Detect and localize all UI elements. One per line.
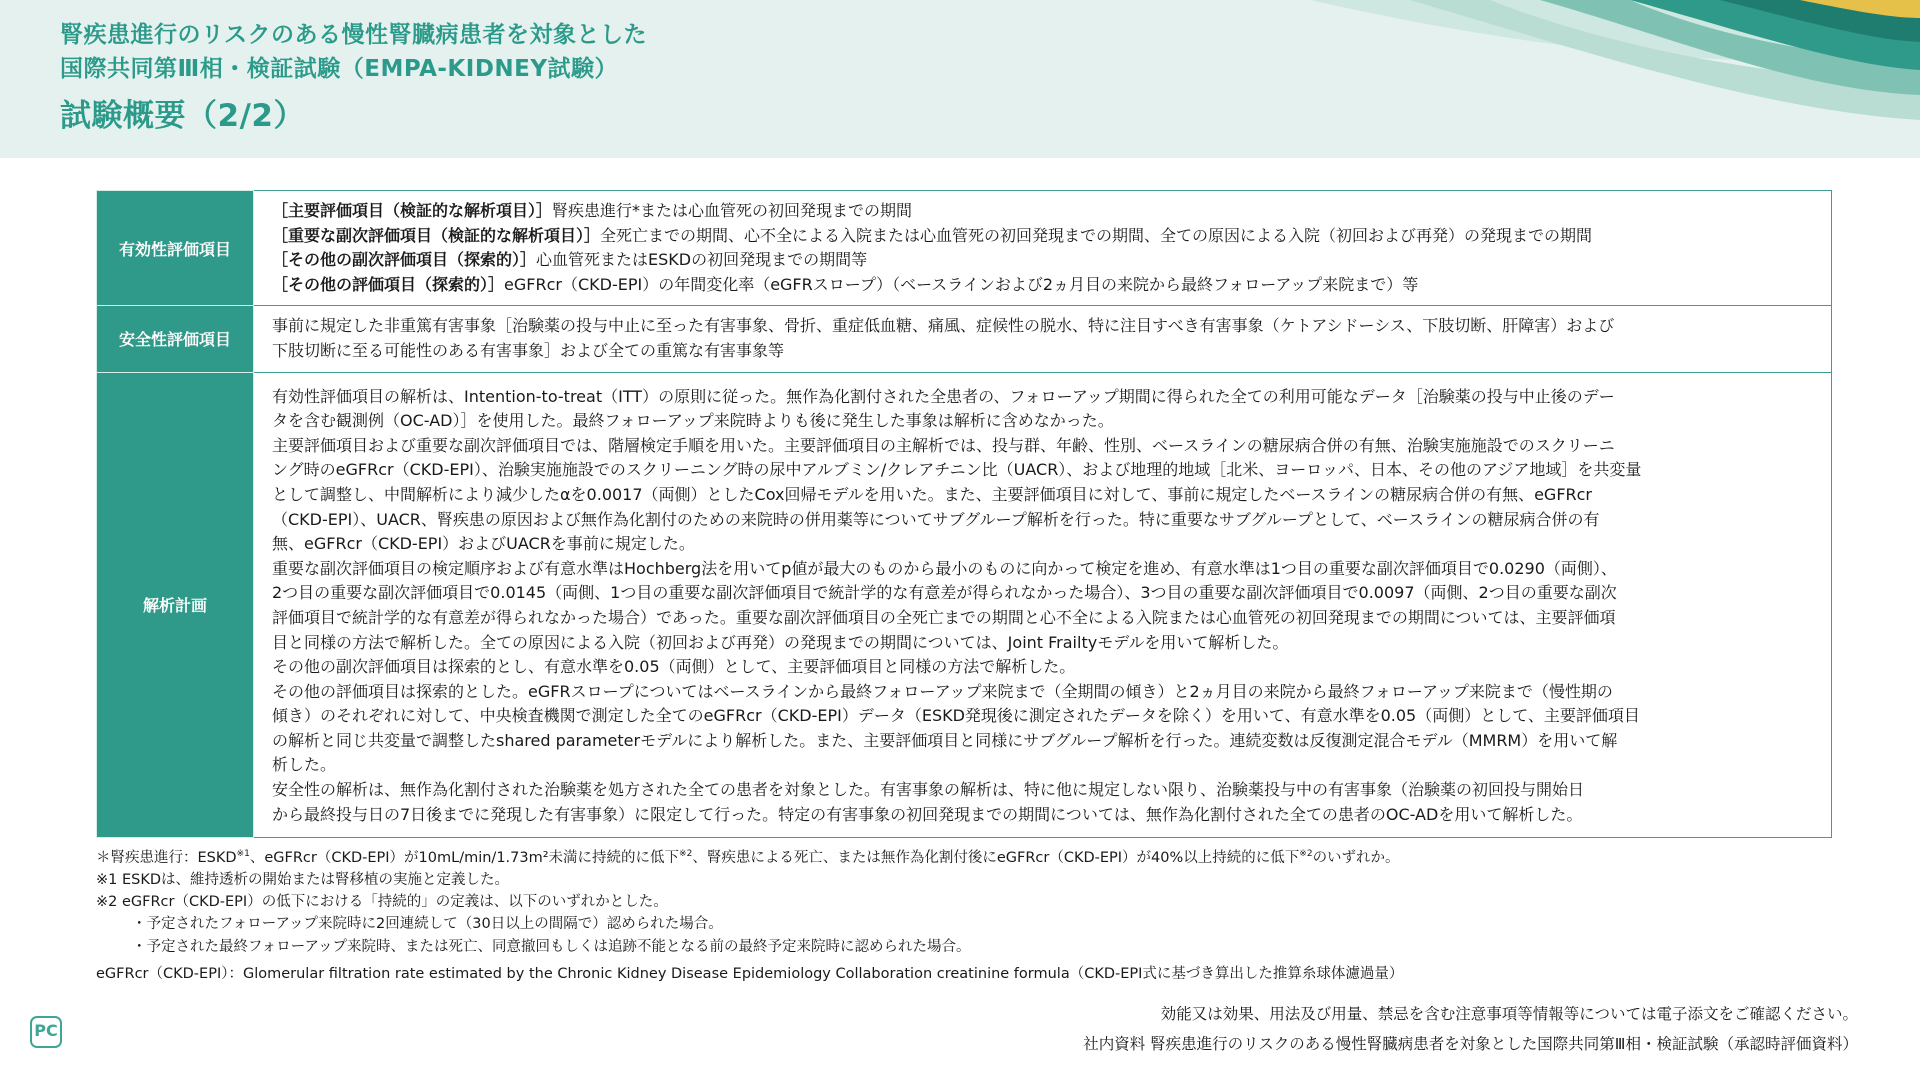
header-banner <box>0 0 1920 158</box>
footnote-2-bullet: ・予定された最終フォローアップ来院時、または死亡、同意撤回もしくは追跡不能となる前の最終予定来院時に認められた場合。 <box>132 938 971 955</box>
footer-notice: 効能又は効果、用法及び用量、禁忌を含む注意事項等情報等については電子添文をご確認ください。 <box>1160 1005 1858 1023</box>
text-line: 主要評価項目および重要な副次評価項目では、階層検定手順を用いた。主要評価項目の主解析では、投与群、年齢、性別、ベースラインの糖尿病合併の有無、治験実施施設でのスクリーニ <box>272 435 1615 455</box>
title-line-1: 腎疾患進行のリスクのある慢性腎臓病患者を対象とした <box>60 22 648 48</box>
footnote-definition: ＊腎疾患進行：ESKD$^{※1}$、eGFRcr（CKD-EPI）が10mL/min/1.73m²未満に持続的に低下$^{※2}$、腎疾患による死亡、または無作為化割付後にeGFRcr（CKD-EPI）が40%以上持続的に低下$^{※2}$のいずれか。 <box>96 849 1400 866</box>
text-line: 析した。 <box>272 755 337 775</box>
table-row-efficacy <box>97 191 1832 306</box>
text-line: 有効性評価項目の解析は、Intention-to-treat（ITT）の原則に従った。無作為化割付された全患者の、フォローアップ期間に得られた全ての利用可能なデータ［治験薬の投与中止後のデー <box>272 386 1615 406</box>
text-line: として調整し、中間解析により減少したαを0.0017（両側）としたCox回帰モデルを用いた。また、主要評価項目に対して、事前に規定したベースラインの糖尿病合併の有無、eGFRcr <box>272 484 1593 504</box>
text-line: 傾き）のそれぞれに対して、中央検査機関で測定した全てのeGFRcr（CKD-EPI）データ（ESKD発現後に測定されたデータを除く）を用いて、有意水準を0.05（両側）として、主要評価項目 <box>272 706 1640 726</box>
list-item: ［その他の評価項目（探索的）］eGFRcr（CKD-EPI）の年間変化率（eGFRスロープ）（ベースラインおよび2ヵ月目の来院から最終フォローアップ来院まで）等 <box>272 274 1419 294</box>
text-line: その他の評価項目は探索的とした。eGFRスロープについてはベースラインから最終フォローアップ来院まで（全期間の傾き）と2ヵ月目の来院から最終フォローアップ来院まで（慢性期の <box>272 681 1613 701</box>
text-line: 重要な副次評価項目の検定順序および有意水準はHochberg法を用いてp値が最大のものから最小のものに向かって検定を進め、有意水準は1つ目の重要な副次評価項目で0.0290（両側）、 <box>272 558 1617 578</box>
text-line: 無、eGFRcr（CKD-EPI）およびUACRを事前に規定した。 <box>272 534 695 554</box>
row-label-analysis: 解析計画 <box>97 372 254 838</box>
text-line: （CKD-EPI）、UACR、腎疾患の原因および無作為化割付のための来院時の併用薬等についてサブグループ解析を行った。特に重要なサブグループとして、ベースラインの糖尿病合併の有 <box>272 509 1600 529</box>
decorative-wave <box>1160 0 1920 158</box>
footer-source: 社内資料 腎疾患進行のリスクのある慢性腎臓病患者を対象とした国際共同第Ⅲ相・検証試験（承認時評価資料） <box>1083 1035 1858 1053</box>
row-label-efficacy: 有効性評価項目 <box>97 191 254 306</box>
analysis-content <box>254 372 1832 838</box>
text-line: 目と同様の方法で解析した。全ての原因による入院（初回および再発）の発現までの期間については、Joint Frailtyモデルを用いて解析した。 <box>272 632 1289 652</box>
list-item: ［重要な副次評価項目（検証的な解析項目）］全死亡までの期間、心不全による入院または心血管死の初回発現までの期間、全ての原因による入院（初回および再発）の発現までの期間 <box>272 225 1593 245</box>
footnote-1: ※1 ESKDは、維持透析の開始または腎移植の実施と定義した。 <box>96 872 510 889</box>
text-line: から最終投与日の7日後までに発現した有害事象）に限定して行った。特定の有害事象の初回発現までの期間については、無作為化割付された全ての患者のOC-ADを用いて解析した。 <box>272 804 1583 824</box>
list-item: ［その他の副次評価項目（探索的）］心血管死またはESKDの初回発現までの期間等 <box>272 250 868 270</box>
text-line: 安全性の解析は、無作為化割付された治験薬を処方された全ての患者を対象とした。有害事象の解析は、特に他に規定しない限り、治験薬投与中の有害事象（治験薬の初回投与開始日 <box>272 780 1585 800</box>
row-label-safety: 安全性評価項目 <box>97 306 254 372</box>
list-item: ［主要評価項目（検証的な解析項目）］腎疾患進行*または心血管死の初回発現までの期間 <box>272 201 913 220</box>
text-line: 評価項目で統計学的な有意差が得られなかった場合）であった。重要な副次評価項目の全死亡までの期間と心不全による入院または心血管死の初回発現までの期間については、主要評価項 <box>272 607 1616 627</box>
text-line: タを含む観測例（OC-AD）］を使用した。最終フォローアップ来院時よりも後に発生した事象は解析に含めなかった。 <box>272 411 1114 431</box>
title-line-2: 国際共同第Ⅲ相・検証試験（EMPA-KIDNEY試験） <box>60 56 619 82</box>
footnotes <box>96 843 1856 985</box>
abbreviation-note: eGFRcr（CKD-EPI）：Glomerular filtration rate estimated by the Chronic Kidney Disease Epidemiology Collaboration creatinine formula（CKD-EPI式に基づき算出した推算糸球体濾過量） <box>96 965 1404 982</box>
page-title: 試験概要（2/2） <box>60 98 305 134</box>
footer <box>1083 999 1858 1059</box>
text-line: ング時のeGFRcr（CKD-EPI）、治験実施施設でのスクリーニング時の尿中アルブミン/クレアチニン比（UACR）、および地理的地域［北米、ヨーロッパ、日本、その他のアジア地域］を共変量 <box>272 460 1642 480</box>
company-logo: PC <box>30 1016 62 1048</box>
text-line: 2つ目の重要な副次評価項目で0.0145（両側、1つ目の重要な副次評価項目で統計学的な有意差が得られなかった場合）、3つ目の重要な副次評価項目で0.0097（両側、2つ目の重要な副次 <box>272 583 1617 603</box>
efficacy-content <box>254 191 1832 306</box>
study-overview-table <box>96 190 1832 838</box>
footnote-2-bullet: ・予定されたフォローアップ来院時に2回連続して（30日以上の間隔で）認められた場合。 <box>132 916 723 933</box>
safety-content <box>254 306 1832 372</box>
table-row-analysis <box>97 372 1832 838</box>
text-line: その他の副次評価項目は探索的とし、有意水準を0.05（両側）として、主要評価項目と同様の方法で解析した。 <box>272 657 1076 677</box>
footnote-2: ※2 eGFRcr（CKD-EPI）の低下における「持続的」の定義は、以下のいずれかとした。 <box>96 894 668 911</box>
text-line: 事前に規定した非重篤有害事象［治験薬の投与中止に至った有害事象、骨折、重症低血糖、痛風、症候性の脱水、特に注目すべき有害事象（ケトアシドーシス、下肢切断、肝障害）および <box>272 316 1615 336</box>
text-line: 下肢切断に至る可能性のある有害事象］および全ての重篤な有害事象等 <box>272 340 785 360</box>
table-row-safety <box>97 306 1832 372</box>
text-line: の解析と同じ共変量で調整したshared parameterモデルにより解析した。また、主要評価項目と同様にサブグループ解析を行った。連続変数は反復測定混合モデル（MMRM）を用いて解 <box>272 730 1618 750</box>
